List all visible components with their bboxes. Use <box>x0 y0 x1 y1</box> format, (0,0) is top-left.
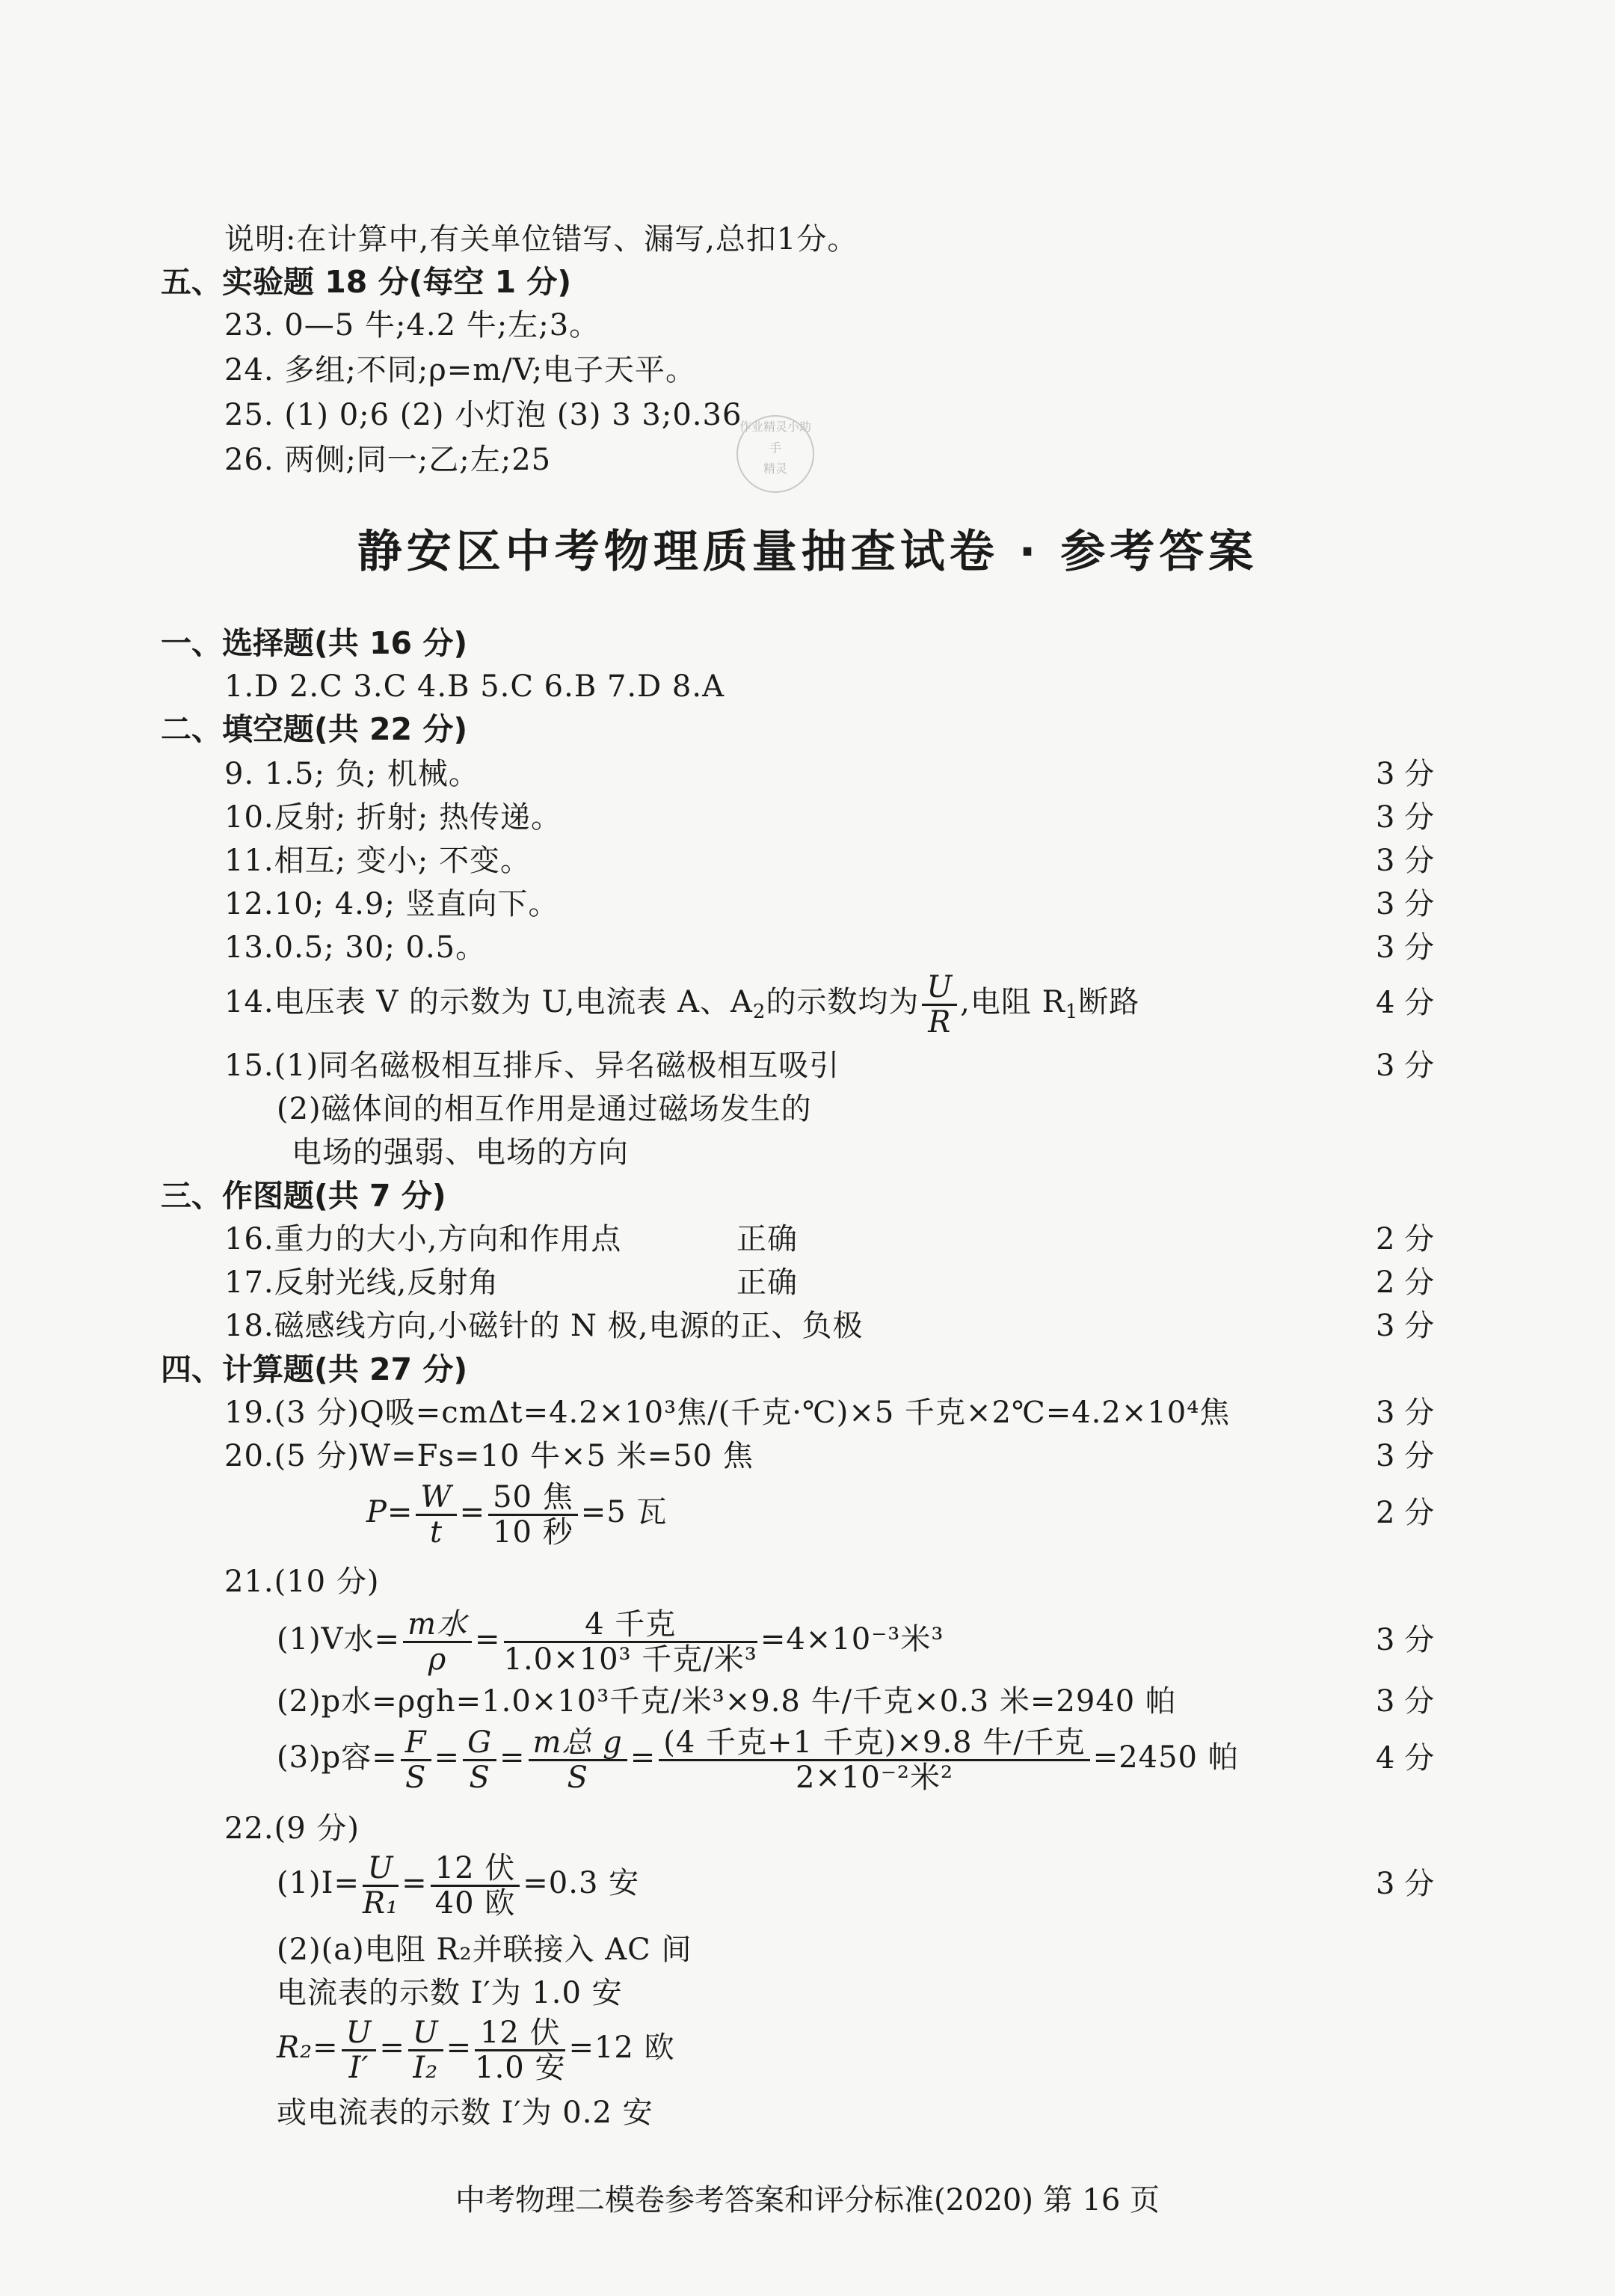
answer-21-heading: 21.(10 分) <box>224 1565 380 1599</box>
answer-17: 17.反射光线,反射角 <box>224 1265 499 1300</box>
score-19: 3 分 <box>1376 1396 1435 1430</box>
score-21a: 3 分 <box>1376 1623 1435 1657</box>
answer-20a: 20.(5 分)W=Fs=10 牛×5 米=50 焦 <box>224 1439 754 1473</box>
answer-22-heading: 22.(9 分) <box>224 1811 360 1846</box>
eq-post: =5 瓦 <box>580 1495 668 1529</box>
fraction <box>416 1481 456 1549</box>
sub-1: 1 <box>1065 1001 1079 1023</box>
answer-26: 26. 两侧;同一;乙;左;25 <box>224 443 552 477</box>
section4-heading: 四、计算题(共 27 分) <box>161 1351 468 1387</box>
q14-post: ,电阻 R <box>960 985 1065 1019</box>
answer-22c: 电流表的示数 I′为 1.0 安 <box>277 1976 623 2010</box>
answer-19: 19.(3 分)Q吸=cmΔt=4.2×10³焦/(千克·℃)×5 千克×2℃=4.2×10⁴焦 <box>224 1396 1231 1430</box>
fraction <box>504 1608 757 1676</box>
app-stamp-watermark <box>736 415 814 493</box>
frac-den: R <box>928 1004 952 1040</box>
frac-num: G <box>463 1726 496 1761</box>
frac-num: m总 g <box>529 1726 627 1761</box>
score-20b: 2 分 <box>1376 1496 1435 1530</box>
answer-14 <box>224 965 1139 1049</box>
frac-num: 12 伏 <box>431 1852 520 1887</box>
score-10: 3 分 <box>1376 800 1435 835</box>
section1-heading: 一、选择题(共 16 分) <box>161 625 468 661</box>
frac-den: S <box>469 1760 490 1795</box>
section2-heading: 二、填空题(共 22 分) <box>161 711 468 747</box>
fraction <box>659 1726 1089 1794</box>
answer-22d: R₂= $\frac{U}{I'}$ = $\frac{U}{\text{I₂}}$ = $\frac{\text{12 伏}}{\text{1.0 安}}$ =12 欧 <box>277 2015 675 2085</box>
note-line: 说明:在计算中,有关单位错写、漏写,总扣1分。 <box>224 222 858 257</box>
frac-den: 40 欧 <box>434 1885 516 1921</box>
fraction <box>463 1726 496 1794</box>
correct-16: 正确 <box>736 1222 798 1256</box>
fraction <box>529 1726 627 1794</box>
frac-den: S <box>567 1760 588 1795</box>
frac-den: I′ <box>348 2050 369 2085</box>
frac-num: U <box>363 1852 399 1887</box>
stamp-text-2: 精灵 <box>763 461 787 476</box>
answer-21a: (1)V水= $\frac{\text{m水}}{\rho}$ = $\frac{\text{4 千克}}{\text{1.0×10³ 千克/米³}}$ =4×10⁻³米³ <box>277 1606 944 1677</box>
eq-pre: (1)I= <box>277 1866 360 1900</box>
section5-heading: 五、实验题 18 分(每空 1 分) <box>161 264 572 300</box>
answer-15b: (2)磁体间的相互作用是通过磁场发生的 <box>277 1092 812 1126</box>
answer-21b: (2)p水=ρgh=1.0×10³千克/米³×9.8 牛/千克×0.3 米=2940 帕 <box>277 1684 1176 1719</box>
answer-9: 9. 1.5; 负; 机械。 <box>224 757 479 791</box>
section3-heading: 三、作图题(共 7 分) <box>161 1178 446 1214</box>
frac-den: S <box>404 1760 427 1795</box>
answer-13: 13.0.5; 30; 0.5。 <box>224 930 487 965</box>
eq-post: =12 欧 <box>568 2031 675 2065</box>
answer-25: 25. (1) 0;6 (2) 小灯泡 (3) 3 3;0.36 <box>224 398 742 432</box>
sub-2: 2 <box>752 1001 766 1023</box>
frac-den: 2×10⁻²米² <box>795 1760 953 1795</box>
score-15: 3 分 <box>1376 1049 1435 1083</box>
answer-22b: (2)(a)电阻 R₂并联接入 AC 间 <box>277 1933 692 1967</box>
answer-16: 16.重力的大小,方向和作用点 <box>224 1222 622 1256</box>
frac-den: ρ <box>428 1642 447 1677</box>
answer-18: 18.磁感线方向,小磁针的 N 极,电源的正、负极 <box>224 1309 864 1343</box>
score-14: 4 分 <box>1376 986 1435 1020</box>
score-18: 3 分 <box>1376 1309 1435 1343</box>
frac-num: F <box>401 1726 431 1761</box>
fraction <box>431 1852 520 1920</box>
answer-21c: (3)p容= $\frac{F}{S}$ = $\frac{G}{S}$ = $\frac{\text{m总 g}}{S}$ = $\frac{\text{(4 千克+1 千克)×9.8 牛/千克}}{\text{2×10⁻²米²}}$ =2450 帕 <box>277 1725 1239 1795</box>
frac-num: 12 伏 <box>475 2016 565 2051</box>
answer-15a: 15.(1)同名磁极相互排斥、异名磁极相互吸引 <box>224 1049 840 1083</box>
score-11: 3 分 <box>1376 844 1435 878</box>
frac-den: R₁ <box>362 1885 399 1921</box>
answer-12: 12.10; 4.9; 竖直向下。 <box>224 887 559 921</box>
q14-pre: 14.电压表 V 的示数为 U,电流表 A、A <box>224 985 753 1019</box>
score-21b: 3 分 <box>1376 1684 1435 1719</box>
score-20a: 3 分 <box>1376 1439 1435 1473</box>
score-17: 2 分 <box>1376 1265 1435 1300</box>
eq-pre: (1)V水= <box>277 1622 401 1657</box>
fraction <box>488 1481 578 1549</box>
score-21c: 4 分 <box>1376 1741 1435 1775</box>
section1-answers: 1.D 2.C 3.C 4.B 5.C 6.B 7.D 8.A <box>224 669 725 704</box>
answer-22a: (1)I= $\frac{U}{\text{R₁}}$ = $\frac{\text{12 伏}}{\text{40 欧}}$ =0.3 安 <box>277 1850 640 1921</box>
score-9: 3 分 <box>1376 757 1435 791</box>
frac-num: m水 <box>403 1608 472 1643</box>
score-16: 2 分 <box>1376 1222 1435 1256</box>
frac-num: 50 焦 <box>488 1481 578 1516</box>
eq-pre: P= <box>366 1495 413 1529</box>
fraction <box>475 2016 565 2084</box>
q14-end: 断路 <box>1078 985 1140 1019</box>
answer-15c: 电场的强弱、电场的方向 <box>292 1135 629 1170</box>
frac-num: 4 千克 <box>504 1608 757 1643</box>
fraction <box>401 1726 431 1794</box>
eq-post: =4×10⁻³米³ <box>760 1622 944 1657</box>
frac-den: 10 秒 <box>493 1514 573 1550</box>
answer-20b: P= $\frac{W}{t}$ = $\frac{\text{50 焦}}{\text{10 秒}}$ =5 瓦 <box>366 1479 668 1550</box>
score-22a: 3 分 <box>1376 1867 1435 1901</box>
answer-22e: 或电流表的示数 I′为 0.2 安 <box>277 2096 653 2130</box>
correct-17: 正确 <box>736 1265 798 1300</box>
frac-num: U <box>408 2016 443 2051</box>
frac-den: 1.0 安 <box>475 2050 566 2085</box>
eq-post: =0.3 安 <box>523 1866 640 1900</box>
frac-den: t <box>429 1514 443 1550</box>
eq-pre: (3)p容= <box>277 1740 398 1775</box>
page-footer: 中考物理二模卷参考答案和评分标准(2020) 第 16 页 <box>455 2183 1160 2217</box>
score-13: 3 分 <box>1376 930 1435 965</box>
page-title: 静安区中考物理质量抽查试卷 · 参考答案 <box>357 526 1258 578</box>
frac-num: U <box>922 971 957 1006</box>
stamp-text: 作业精灵小助手 <box>739 420 811 455</box>
frac-num: (4 千克+1 千克)×9.8 牛/千克 <box>659 1726 1089 1761</box>
answer-24: 24. 多组;不同;ρ=m/V;电子天平。 <box>224 353 697 387</box>
answer-10: 10.反射; 折射; 热传递。 <box>224 800 562 835</box>
frac-num: U <box>342 2016 377 2051</box>
score-12: 3 分 <box>1376 887 1435 921</box>
frac-den: I₂ <box>413 2050 439 2085</box>
fraction <box>408 2016 443 2084</box>
eq-pre: R₂= <box>277 2031 339 2065</box>
fraction <box>363 1852 399 1920</box>
answer-23: 23. 0—5 牛;4.2 牛;左;3。 <box>224 308 600 343</box>
frac-num: W <box>416 1481 456 1516</box>
fraction <box>922 971 957 1039</box>
fraction <box>403 1608 472 1676</box>
fraction <box>342 2016 377 2084</box>
eq-post: =2450 帕 <box>1092 1740 1239 1775</box>
frac-den: 1.0×10³ 千克/米³ <box>503 1642 757 1677</box>
answer-11: 11.相互; 变小; 不变。 <box>224 844 531 878</box>
q14-mid: 的示数均为 <box>766 985 920 1019</box>
